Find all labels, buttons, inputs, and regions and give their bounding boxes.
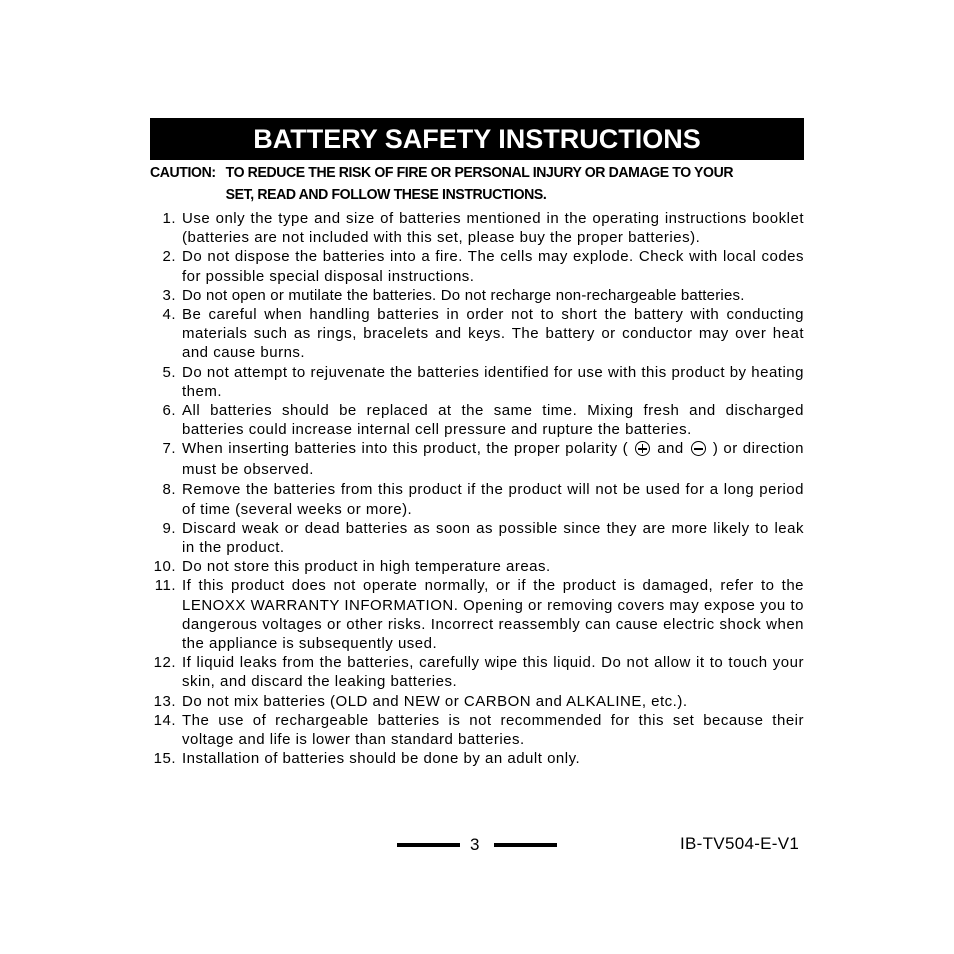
item-text: Be careful when handling batteries in order not to short the battery with conducting materials such as rings, bracelets and keys. The battery or conductor may over heat and cause burns. [182, 306, 804, 362]
item-number: 10. [153, 558, 176, 576]
item-text: Do not open or mutilate the batteries. Do not recharge non-rechargeable batteries. [182, 286, 745, 304]
item-number: 9. [162, 519, 176, 537]
item-text: Do not attempt to rejuvenate the batteries identified for use with this product by heating them. [182, 363, 804, 400]
item-text-part-b: and [657, 440, 684, 458]
caution-text-line-2: SET, READ AND FOLLOW THESE INSTRUCTIONS. [225, 187, 547, 203]
list-item [150, 653, 804, 691]
list-item [150, 576, 804, 653]
item-number: 3. [162, 286, 176, 304]
item-text: Installation of batteries should be done by an adult only. [182, 750, 581, 768]
item-text: If this product does not operate normally, or if the product is damaged, refer to the LENOXX WARRANTY INFORMATION. Opening or removing covers may expose you to dangerous voltages or other risks. Incorrect reassembly can cause electric shock when the appliance is subsequently used. [182, 577, 804, 653]
item-number: 5. [162, 363, 176, 381]
list-item [150, 286, 804, 305]
list-item [150, 209, 804, 247]
item-number: 13. [153, 692, 176, 710]
item-text: The use of rechargeable batteries is not recommended for this set because their voltage and life is lower than standard batteries. [182, 711, 804, 749]
item-text: Use only the type and size of batteries mentioned in the operating instructions booklet (batteries are not included with this set, please buy the proper batteries). [182, 210, 804, 247]
footer-rule-right [494, 843, 557, 847]
item-number: 7. [162, 440, 176, 458]
item-number: 2. [162, 248, 176, 266]
item-number: 4. [162, 306, 176, 324]
caution-text-line-1: TO REDUCE THE RISK OF FIRE OR PERSONAL INJURY OR DAMAGE TO YOUR [225, 165, 734, 181]
item-text: All batteries should be replaced at the same time. Mixing fresh and discharged batteries could increase internal cell pressure and rupture the batteries. [182, 402, 804, 439]
item-number: 15. [153, 750, 176, 768]
item-number: 12. [153, 654, 176, 672]
list-item [150, 439, 804, 480]
document-code: IB-TV504-E-V1 [680, 834, 800, 853]
item-text: Do not store this product in high temperature areas. [182, 558, 551, 576]
item-text: Remove the batteries from this product if the product will not be used for a long period of time (several weeks or more). [182, 481, 804, 518]
list-item [150, 557, 804, 576]
minus-polarity-icon [691, 441, 706, 456]
list-item [150, 519, 804, 557]
item-number: 6. [162, 402, 176, 420]
list-item [150, 247, 804, 285]
list-item [150, 480, 804, 518]
page-number: 3 [470, 835, 480, 854]
item-text: Do not dispose the batteries into a fire. The cells may explode. Check with local codes for possible special disposal instructions. [182, 248, 804, 285]
caution-label: CAUTION: [150, 165, 216, 181]
list-item [150, 711, 804, 749]
item-text-part-c: ) or direction must be observed. [182, 440, 804, 478]
list-item [150, 363, 804, 401]
item-text: Do not mix batteries (OLD and NEW or CARBON and ALKALINE, etc.). [182, 692, 688, 710]
footer-rule-left [397, 843, 460, 847]
item-number: 1. [162, 210, 176, 227]
list-item [150, 749, 804, 768]
item-text [182, 439, 804, 480]
list-item [150, 305, 804, 363]
item-text: Discard weak or dead batteries as soon as possible since they are more likely to leak in the product. [182, 519, 804, 557]
page-title: BATTERY SAFETY INSTRUCTIONS [253, 123, 701, 154]
item-text-part-a: When inserting batteries into this product, the proper polarity ( [182, 440, 629, 458]
list-item [150, 401, 804, 439]
title-banner [150, 118, 804, 160]
item-number: 11. [154, 577, 176, 595]
item-number: 14. [153, 711, 176, 729]
item-number: 8. [162, 481, 176, 499]
plus-polarity-icon [635, 441, 650, 456]
instructions-list [150, 209, 804, 768]
item-text: If liquid leaks from the batteries, carefully wipe this liquid. Do not allow it to touch your skin, and discard the leaking batteries. [182, 654, 804, 691]
list-item [150, 692, 804, 711]
